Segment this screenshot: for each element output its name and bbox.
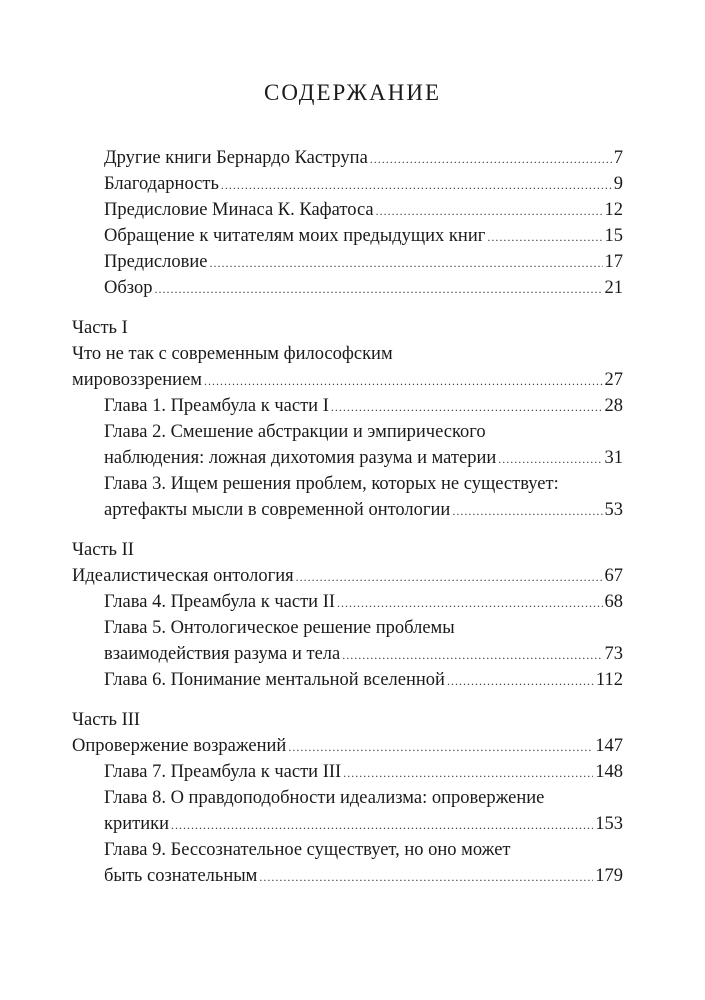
- chapter-entry[interactable]: [72, 393, 623, 419]
- dot-leader: [370, 146, 612, 172]
- dot-leader: [498, 446, 602, 472]
- dot-leader: [376, 198, 603, 224]
- chapter-line-text: Глава 2. Смешение абстракции и эмпирического: [104, 422, 486, 442]
- part-section: [72, 537, 623, 693]
- dot-leader: [337, 590, 602, 616]
- chapter-line[interactable]: [72, 641, 623, 667]
- page-number: 53: [604, 500, 623, 520]
- part-label: Часть I: [72, 318, 128, 338]
- entry-text: Глава 4. Преамбула к части II: [104, 592, 336, 612]
- entry-text: Предисловие: [104, 252, 208, 272]
- toc-entry[interactable]: [72, 223, 623, 249]
- entry-text: Глава 6. Понимание ментальной вселенной: [104, 670, 445, 690]
- entry-text: быть сознательным: [104, 866, 258, 886]
- toc-entry[interactable]: [72, 249, 623, 275]
- chapter-line[interactable]: [72, 667, 623, 693]
- entry-text: Предисловие Минаса К. Кафатоса: [104, 200, 374, 220]
- page-number: 21: [604, 278, 623, 298]
- toc-entry[interactable]: [72, 197, 623, 223]
- entry-text: Глава 7. Преамбула к части III: [104, 762, 342, 782]
- entry-text: Другие книги Бернардо Каструпа: [104, 148, 368, 168]
- dot-leader: [204, 368, 603, 394]
- chapter-entry[interactable]: [72, 419, 623, 471]
- part-title-entry[interactable]: [72, 367, 623, 393]
- part-label: Часть III: [72, 710, 141, 730]
- page-number: 148: [595, 762, 623, 782]
- dot-leader: [171, 812, 593, 838]
- page-number: 147: [595, 736, 623, 756]
- front-matter-list: [72, 145, 623, 301]
- toc-entry[interactable]: [72, 275, 623, 301]
- entry-text: взаимодействия разума и тела: [104, 644, 341, 664]
- page-number: 179: [595, 866, 623, 886]
- page-number: 112: [595, 670, 623, 690]
- chapter-entry[interactable]: [72, 785, 623, 837]
- page-number: 12: [604, 200, 623, 220]
- page-number: 28: [604, 396, 623, 416]
- page-number: 27: [604, 370, 623, 390]
- dot-leader: [331, 394, 603, 420]
- dot-leader: [288, 734, 593, 760]
- part-section: [72, 707, 623, 889]
- dot-leader: [259, 864, 593, 890]
- chapter-entry[interactable]: [72, 471, 623, 523]
- dot-leader: [209, 250, 602, 276]
- chapter-entry[interactable]: [72, 615, 623, 667]
- chapter-line-text: Глава 8. О правдоподобности идеализма: опровержение: [104, 788, 545, 808]
- chapter-line[interactable]: [72, 393, 623, 419]
- page-number: 17: [604, 252, 623, 272]
- entry-text: мировоззрением: [72, 370, 202, 390]
- chapter-line-text: Глава 3. Ищем решения проблем, которых не существует:: [104, 474, 559, 494]
- dot-leader: [221, 172, 612, 198]
- chapter-entry[interactable]: [72, 759, 623, 785]
- dot-leader: [447, 668, 594, 694]
- part-label: Часть II: [72, 540, 134, 560]
- page-number: 153: [595, 814, 623, 834]
- part-title-text: Что не так с современным философским: [72, 344, 393, 364]
- page-number: 31: [604, 448, 623, 468]
- chapter-entry[interactable]: [72, 667, 623, 693]
- table-of-contents: [72, 145, 623, 889]
- dot-leader: [154, 276, 602, 302]
- page-number: 15: [604, 226, 623, 246]
- part-section: [72, 315, 623, 523]
- chapter-line-text: Глава 9. Бессознательное существует, но оно может: [104, 840, 511, 860]
- chapter-line[interactable]: [72, 863, 623, 889]
- page-number: 67: [604, 566, 623, 586]
- entry-text: Благодарность: [104, 174, 219, 194]
- dot-leader: [342, 642, 602, 668]
- entry-text: Идеалистическая онтология: [72, 566, 294, 586]
- entry-text: артефакты мысли в современной онтологии: [104, 500, 451, 520]
- chapter-line[interactable]: [72, 445, 623, 471]
- entry-text: Опровержение возражений: [72, 736, 287, 756]
- chapter-line[interactable]: [72, 759, 623, 785]
- page-number: 73: [604, 644, 623, 664]
- chapter-line[interactable]: [72, 589, 623, 615]
- page-title: СОДЕРЖАНИЕ: [263, 80, 441, 105]
- page-number: 68: [604, 592, 623, 612]
- dot-leader: [452, 498, 602, 524]
- dot-leader: [343, 760, 593, 786]
- chapter-entry[interactable]: [72, 589, 623, 615]
- entry-text: критики: [104, 814, 170, 834]
- entry-text: Глава 1. Преамбула к части I: [104, 396, 329, 416]
- dot-leader: [487, 224, 602, 250]
- toc-entry[interactable]: [72, 145, 623, 171]
- part-title-entry[interactable]: [72, 563, 623, 589]
- dot-leader: [296, 564, 603, 590]
- chapter-entry[interactable]: [72, 837, 623, 889]
- entry-text: Обращение к читателям моих предыдущих книг: [104, 226, 486, 246]
- toc-entry[interactable]: [72, 171, 623, 197]
- page-number: 7: [613, 148, 623, 168]
- page-number: 9: [613, 174, 623, 194]
- entry-text: Обзор: [104, 278, 153, 298]
- chapter-line[interactable]: [72, 497, 623, 523]
- chapter-line[interactable]: [72, 811, 623, 837]
- chapter-line-text: Глава 5. Онтологическое решение проблемы: [104, 618, 455, 638]
- part-title-entry[interactable]: [72, 733, 623, 759]
- entry-text: наблюдения: ложная дихотомия разума и материи: [104, 448, 497, 468]
